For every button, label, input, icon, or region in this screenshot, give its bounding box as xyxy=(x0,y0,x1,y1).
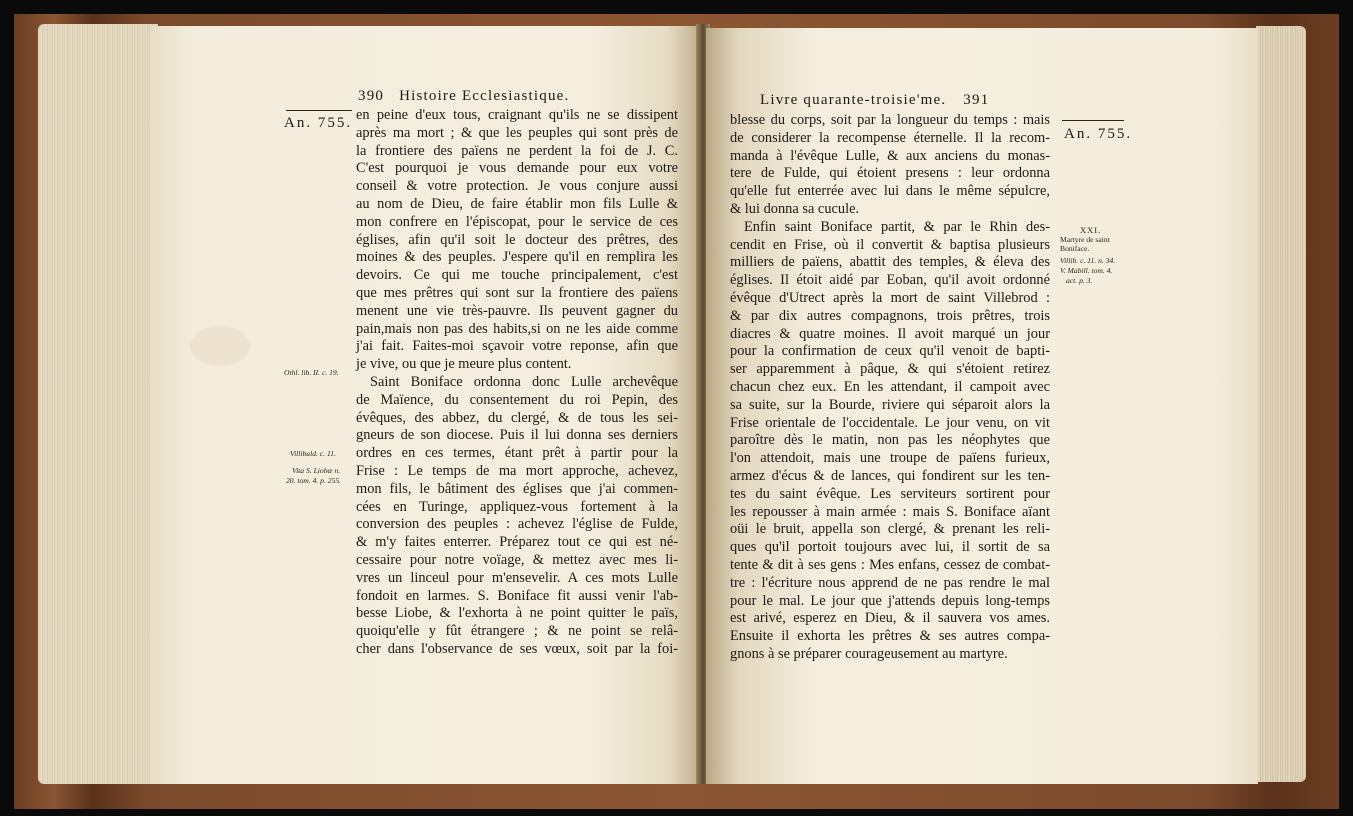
right-running-head xyxy=(760,92,989,109)
page-edges-right xyxy=(1256,26,1306,782)
text-line: Saint Boniface ordonna donc Lulle archevêque xyxy=(370,373,678,390)
text-line: gneurs de son diocese. Puis il lui donna ses derniers xyxy=(356,427,678,444)
right-year-rule xyxy=(1062,120,1124,121)
text-line: de considerer la recompense éternelle. Il la recom- xyxy=(730,129,1050,146)
left-year-rule xyxy=(286,110,352,111)
text-line: conversion des peuples : achevez l'église de Fulde, xyxy=(356,516,678,533)
right-page xyxy=(706,28,1258,784)
text-line: les repousser à main armée : mais S. Boniface aïant xyxy=(730,503,1050,520)
right-margin-note: act. p. 3. xyxy=(1066,276,1093,285)
text-line: pain,mais non pas des habits,si on ne les aide comme xyxy=(356,320,678,337)
text-line: mon fils, le bâtiment des églises que j'ai commen- xyxy=(356,480,678,497)
text-line: j'ai fait. Faites-moi sçavoir votre reponse, afin que xyxy=(356,338,678,355)
text-line: conseil & votre protection. Je vous conjure aussi xyxy=(356,178,678,195)
page-edges-left xyxy=(38,24,158,784)
text-line: cées en Turinge, appliquez-vous fortement à la xyxy=(356,498,678,515)
right-margin-note: Villib. c. 11. n. 34. xyxy=(1060,256,1116,265)
right-year-label: An. 755. xyxy=(1064,126,1133,142)
right-page-number: 391 xyxy=(963,92,990,108)
text-line: & m'y faites enterrer. Préparez tout ce qui est né- xyxy=(356,534,678,551)
right-body-text xyxy=(730,112,1050,664)
text-line: après ma mort ; & que les peuples qui sont près de xyxy=(356,124,678,141)
text-line: blesse du corps, soit par la longueur du temps : mais xyxy=(730,112,1050,128)
text-line: sa suite, sur la Bourde, riviere qui séparoit alors la xyxy=(730,396,1050,413)
text-line: que mes prêtres qui sont sur la frontiere des païens xyxy=(356,284,678,301)
text-line: tente & dit à ses gens : Mes enfans, cessez de combat- xyxy=(730,556,1050,573)
text-line: Frise orientale de l'occidentale. Le jour venu, on vit xyxy=(730,414,1050,431)
text-line: Frise : Le temps de ma mort approche, achevez, xyxy=(356,462,678,479)
left-running-head xyxy=(358,88,569,105)
left-page xyxy=(150,26,700,784)
text-line: je vive, ou que je meure plus content. xyxy=(356,356,572,373)
text-line: pour le mal. Le jour que j'attends depuis long-temps xyxy=(730,592,1050,609)
text-line: au nom de Dieu, de faire établir mon fils Lulle & xyxy=(356,195,678,212)
text-line: évêques, des abbez, du clergé, & de tous les sei- xyxy=(356,409,678,426)
text-line: Ensuite il exhorta les prêtres & ses autres compa- xyxy=(730,628,1050,645)
text-line: cessaire pour notre voïage, & mettez avec mes li- xyxy=(356,551,678,568)
text-line: diacres & quatre moines. Il avoit marqué un jour xyxy=(730,325,1050,342)
left-year-label: An. 755. xyxy=(284,115,353,131)
text-line: oüi le bruit, appella son clergé, & prenant les reli- xyxy=(730,521,1050,538)
text-line: moines & des peuples. J'espere qu'il en remplira les xyxy=(356,249,678,266)
text-line: ordres en ces termes, étant prêt à partir pour la xyxy=(356,445,678,462)
text-line: est arivé, esperez en Dieu, & il sauvera vos ames. xyxy=(730,610,1050,627)
text-line: ser apparemment à pâque, & qui s'étoient retirez xyxy=(730,361,1050,378)
text-line: pour la confirmation de ceux qu'il venoit de bapti- xyxy=(730,343,1050,360)
paper-stain xyxy=(190,326,250,366)
text-line: Enfin saint Boniface partit, & par le Rhin des- xyxy=(744,218,1050,235)
text-line: de Maïence, du consentement du roi Pepin, des xyxy=(356,391,678,408)
text-line: ques qu'il portoit toujours avec lui, il sortit de sa xyxy=(730,539,1050,556)
text-line: mon confrere en l'épiscopat, pour le service de ces xyxy=(356,213,678,230)
text-line: en peine d'eux tous, craignant qu'ils ne se dissipent xyxy=(356,107,678,123)
text-line: paroître dès le matin, non pas les néophytes que xyxy=(730,432,1050,449)
text-line: tre : l'écriture nous apprend de ne pas rendre le mal xyxy=(730,574,1050,591)
text-line: églises. Il étoit aidé par Eoban, qu'il avoit ordonné xyxy=(730,272,1050,289)
left-page-number: 390 xyxy=(358,88,385,104)
left-body-text xyxy=(356,107,678,659)
text-line: fondoit en larmes. S. Boniface fit aussi venir l'ab- xyxy=(356,587,678,604)
text-line: qu'elle fut enterrée avec lui dans le même sépulcre, xyxy=(730,183,1050,200)
text-line: l'on attendoit, mais une troupe de païens furieux, xyxy=(730,450,1050,467)
text-line: milliers de païens, abattit des temples, & éleva des xyxy=(730,254,1050,271)
text-line: & lui donna sa cucule. xyxy=(730,200,860,217)
text-line: vres un linceul pour m'ensevelir. A ces mots Lulle xyxy=(356,569,678,586)
text-line: besse Liobe, & l'exhorta à ne point quitter le païs, xyxy=(356,605,678,622)
text-line: chacun chez eux. En les attendant, il campoit avec xyxy=(730,378,1050,395)
text-line: évêque d'Utrect après la mort de saint Villebrod : xyxy=(730,289,1050,306)
text-line: tes du saint évêque. Les serviteurs sortirent pour xyxy=(730,485,1050,502)
text-line: C'est pourquoi je vous demande pour eux votre xyxy=(356,160,678,177)
left-margin-note: Othl. lib. II. c. 19. xyxy=(284,368,339,377)
right-margin-note: V. Mabill. tom. 4. xyxy=(1060,266,1113,275)
text-line: devoirs. Ce qui me touche principalement, c'est xyxy=(356,267,678,284)
right-running-title: Livre quarante-troisie'me. xyxy=(760,92,947,108)
left-margin-note: 20. tom. 4. p. 255. xyxy=(286,476,342,485)
text-line: armez d'écus & de lances, qui fondirent sur les ten- xyxy=(730,467,1050,484)
text-line: églises, afin qu'il soit le docteur des prêtres, des xyxy=(356,231,678,248)
text-line: & par dix autres compagnons, trois prêtres, trois xyxy=(730,307,1050,324)
text-line: menent une vie très-pauvre. Ils peuvent gagner du xyxy=(356,302,678,319)
text-line: manda à l'évêque Lulle, & aux anciens du monas- xyxy=(730,147,1050,164)
text-line: la frontiere des païens ne perdent la foi de J. C. xyxy=(356,142,678,159)
right-margin-note: Martyre de saint xyxy=(1060,235,1110,244)
text-line: gnons à se préparer courageusement au martyre. xyxy=(730,645,1008,662)
left-running-title: Histoire Ecclesiastique. xyxy=(399,88,570,104)
text-line: cher dans l'observance de ses vœux, soit par la foi- xyxy=(356,640,678,657)
text-line: tere de Fulde, qui étoient presens : leur ordonna xyxy=(730,165,1050,182)
text-line: cendit en Frise, où il convertit & baptisa plusieurs xyxy=(730,236,1050,253)
left-margin-note: Villibald. c. 11. xyxy=(290,449,336,458)
right-margin-note: XXI. xyxy=(1080,225,1102,235)
right-margin-note: Boniface. xyxy=(1060,244,1090,253)
left-margin-note: Vita S. Liobæ n. xyxy=(292,466,341,475)
text-line: quoiqu'elle y fût étrangere ; & ne point se relâ- xyxy=(356,623,678,640)
